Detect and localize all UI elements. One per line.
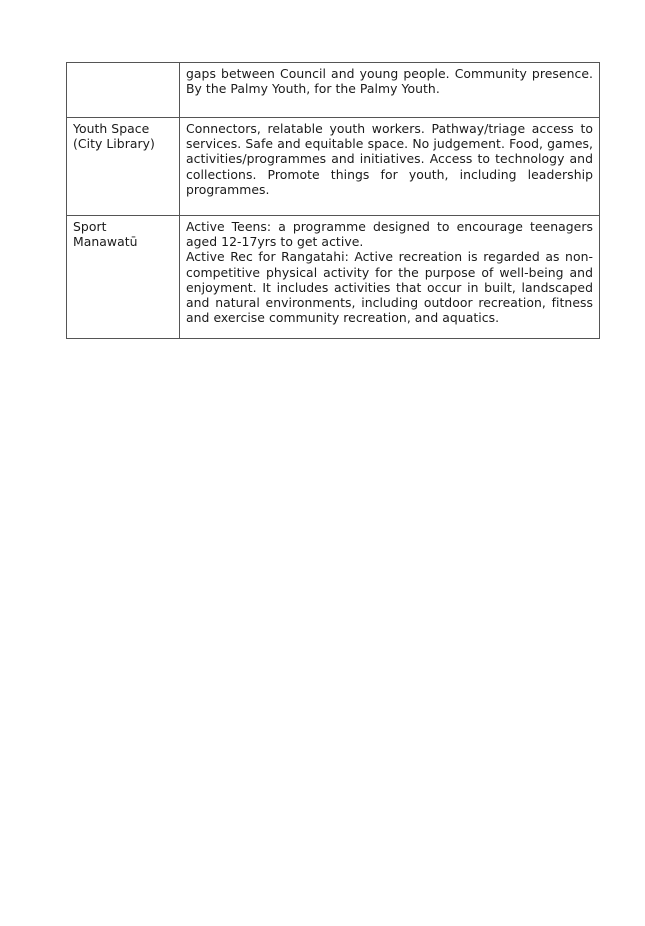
organisations-table [66,62,600,339]
description-text: Active Rec for Rangatahi: Active recreation is regarded as non-competitive physical activity for the purpose of well-being and enjoyment. It includes activities that occur in built, landscaped and natural environments, including outdoor recreation, fitness and exercise community recreation, and aquatics. [186,249,593,326]
organisation-description-cell [180,118,600,216]
organisation-description-cell [180,63,600,118]
organisation-description-cell [180,216,600,339]
organisation-name-cell [67,118,180,216]
description-text: gaps between Council and young people. Community presence. By the Palmy Youth, for the Palmy Youth. [186,66,593,97]
description-text: Active Teens: a programme designed to encourage teenagers aged 12-17yrs to get active. [186,219,593,250]
organisation-name-line: Manawatū [73,234,138,250]
organisation-name-cell [67,216,180,339]
organisation-name-cell [67,63,180,118]
table-row [67,118,600,216]
description-text: Connectors, relatable youth workers. Pathway/triage access to services. Safe and equitable space. No judgement. Food, games, activities/programmes and initiatives. Access to technology and collections. Promote things for youth, including leadership programmes. [186,121,593,197]
organisation-name-line: Sport [73,219,107,234]
organisation-name-line: (City Library) [73,136,155,152]
organisation-name-line: Youth Space [73,121,150,136]
table-row [67,216,600,339]
table-row [67,63,600,118]
